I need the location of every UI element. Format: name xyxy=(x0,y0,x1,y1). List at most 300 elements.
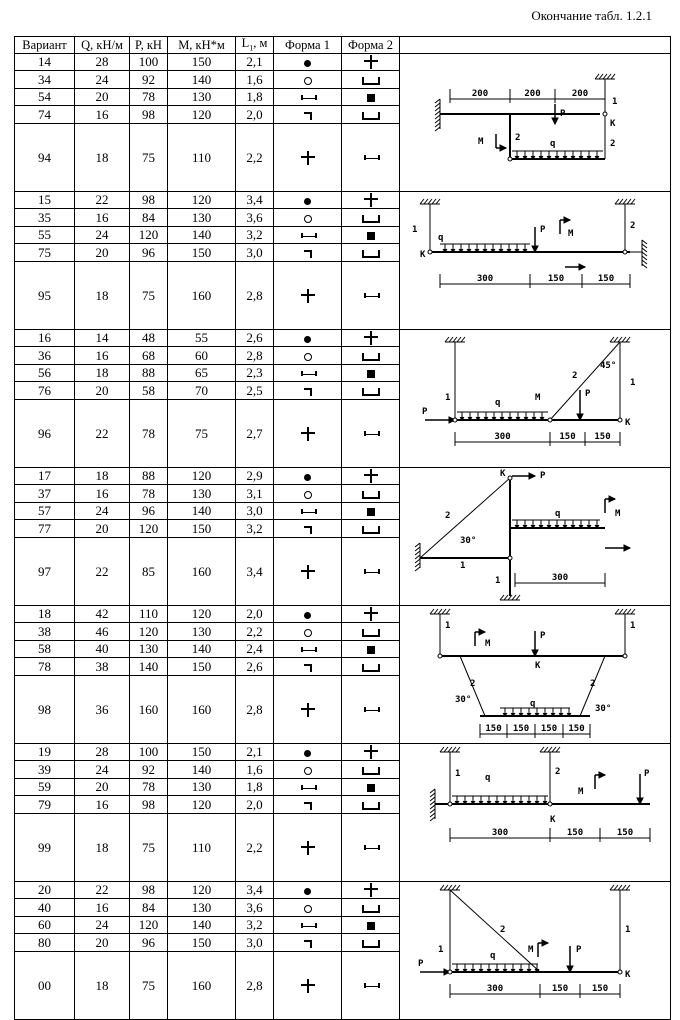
p-cell: 78 xyxy=(130,88,168,106)
form2-cell xyxy=(342,347,400,365)
variant-cell: 14 xyxy=(15,53,75,71)
tee-icon xyxy=(301,841,315,855)
form1-cell xyxy=(274,520,342,538)
l1-cell: 3,6 xyxy=(236,899,274,917)
scheme-figure-6-icon xyxy=(400,744,670,881)
form1-cell xyxy=(274,813,342,881)
variant-cell: 80 xyxy=(15,934,75,952)
form1-cell xyxy=(274,88,342,106)
form1-cell xyxy=(274,658,342,676)
m-cell: 160 xyxy=(168,675,236,743)
form2-cell xyxy=(342,123,400,191)
filled-circle-icon xyxy=(304,336,311,343)
p-cell: 110 xyxy=(130,605,168,623)
tee-icon xyxy=(364,883,378,897)
scheme-figure-3-icon xyxy=(400,330,670,467)
form2-cell xyxy=(342,329,400,347)
l1-cell: 2,1 xyxy=(236,53,274,71)
form2-cell xyxy=(342,605,400,623)
variant-cell: 58 xyxy=(15,640,75,658)
header-variant: Вариант xyxy=(15,37,75,54)
svg-text:45°: 45° xyxy=(600,360,617,371)
scheme-figure-cell xyxy=(400,53,671,191)
q-cell: 22 xyxy=(75,399,130,467)
p-cell: 100 xyxy=(130,53,168,71)
i-beam-icon xyxy=(301,233,315,240)
form1-cell xyxy=(274,951,342,1019)
svg-text:P: P xyxy=(585,388,591,399)
form2-cell xyxy=(342,191,400,209)
m-cell: 140 xyxy=(168,916,236,934)
channel-icon xyxy=(362,905,380,913)
svg-text:P: P xyxy=(540,470,546,481)
variant-cell: 76 xyxy=(15,382,75,400)
p-cell: 98 xyxy=(130,191,168,209)
q-cell: 14 xyxy=(75,329,130,347)
scheme-figure-2-icon xyxy=(400,192,670,329)
svg-text:2: 2 xyxy=(610,138,616,149)
form2-cell xyxy=(342,899,400,917)
m-cell: 130 xyxy=(168,899,236,917)
variant-cell: 36 xyxy=(15,347,75,365)
svg-text:150: 150 xyxy=(566,827,584,838)
form2-cell xyxy=(342,916,400,934)
svg-text:K: K xyxy=(625,969,631,980)
q-cell: 24 xyxy=(75,502,130,520)
q-cell: 28 xyxy=(75,53,130,71)
svg-text:K: K xyxy=(625,417,631,428)
p-cell: 88 xyxy=(130,467,168,485)
p-cell: 96 xyxy=(130,244,168,262)
m-cell: 130 xyxy=(168,623,236,641)
tee-icon xyxy=(301,565,315,579)
channel-icon xyxy=(362,112,380,120)
form2-cell xyxy=(342,106,400,124)
l1-cell: 2,5 xyxy=(236,382,274,400)
svg-text:150: 150 xyxy=(616,827,634,838)
l1-cell: 2,8 xyxy=(236,347,274,365)
svg-text:2: 2 xyxy=(555,766,561,777)
form1-cell xyxy=(274,364,342,382)
q-cell: 18 xyxy=(75,813,130,881)
variant-cell: 19 xyxy=(15,743,75,761)
svg-text:2: 2 xyxy=(590,678,596,689)
variant-cell: 99 xyxy=(15,813,75,881)
q-cell: 46 xyxy=(75,623,130,641)
svg-text:M: M xyxy=(568,228,574,239)
svg-text:2: 2 xyxy=(445,510,451,521)
p-cell: 48 xyxy=(130,329,168,347)
svg-text:P: P xyxy=(540,224,546,235)
svg-text:K: K xyxy=(610,118,616,129)
l1-cell: 3,0 xyxy=(236,244,274,262)
tee-icon xyxy=(301,289,315,303)
svg-text:300: 300 xyxy=(486,983,504,994)
variant-cell: 75 xyxy=(15,244,75,262)
variant-cell: 16 xyxy=(15,329,75,347)
q-cell: 18 xyxy=(75,467,130,485)
svg-text:1: 1 xyxy=(625,924,631,935)
m-cell: 130 xyxy=(168,485,236,503)
p-cell: 68 xyxy=(130,347,168,365)
filled-square-icon xyxy=(367,370,375,378)
q-cell: 22 xyxy=(75,881,130,899)
svg-text:q: q xyxy=(530,698,536,709)
form1-cell xyxy=(274,761,342,779)
q-cell: 16 xyxy=(75,347,130,365)
svg-text:1: 1 xyxy=(455,768,461,779)
m-cell: 65 xyxy=(168,364,236,382)
tee-icon xyxy=(364,331,378,345)
q-cell: 24 xyxy=(75,916,130,934)
q-cell: 22 xyxy=(75,191,130,209)
i-beam-icon xyxy=(364,983,378,990)
angle-icon xyxy=(304,664,312,672)
variant-cell: 98 xyxy=(15,675,75,743)
form1-cell xyxy=(274,123,342,191)
p-cell: 75 xyxy=(130,813,168,881)
m-cell: 150 xyxy=(168,934,236,952)
variant-cell: 77 xyxy=(15,520,75,538)
angle-icon xyxy=(304,112,312,120)
angle-icon xyxy=(304,388,312,396)
svg-text:150: 150 xyxy=(591,983,609,994)
m-cell: 130 xyxy=(168,88,236,106)
svg-text:2: 2 xyxy=(515,132,521,143)
form2-cell xyxy=(342,71,400,89)
angle-icon xyxy=(304,940,312,948)
m-cell: 140 xyxy=(168,640,236,658)
svg-text:150: 150 xyxy=(568,723,585,734)
q-cell: 24 xyxy=(75,761,130,779)
p-cell: 92 xyxy=(130,71,168,89)
q-cell: 20 xyxy=(75,934,130,952)
form1-cell xyxy=(274,399,342,467)
form1-cell xyxy=(274,796,342,814)
tee-icon xyxy=(301,151,315,165)
svg-text:M: M xyxy=(535,392,541,403)
channel-icon xyxy=(362,802,380,810)
q-cell: 24 xyxy=(75,226,130,244)
form2-cell xyxy=(342,520,400,538)
svg-text:200: 200 xyxy=(471,88,489,99)
channel-icon xyxy=(362,940,380,948)
table-caption: Окончание табл. 1.2.1 xyxy=(531,8,652,23)
form2-cell xyxy=(342,951,400,1019)
form1-cell xyxy=(274,53,342,71)
q-cell: 28 xyxy=(75,743,130,761)
q-cell: 18 xyxy=(75,951,130,1019)
tee-icon xyxy=(301,979,315,993)
form2-cell xyxy=(342,485,400,503)
svg-text:P: P xyxy=(418,958,424,969)
l1-cell: 2,0 xyxy=(236,605,274,623)
variant-cell: 20 xyxy=(15,881,75,899)
tee-icon xyxy=(301,427,315,441)
scheme-figure-cell xyxy=(400,605,671,743)
form2-cell xyxy=(342,399,400,467)
l1-cell: 2,9 xyxy=(236,467,274,485)
filled-square-icon xyxy=(367,646,375,654)
variant-cell: 15 xyxy=(15,191,75,209)
form1-cell xyxy=(274,502,342,520)
form2-cell xyxy=(342,537,400,605)
p-cell: 75 xyxy=(130,123,168,191)
filled-square-icon xyxy=(367,232,375,240)
form2-cell xyxy=(342,502,400,520)
p-cell: 100 xyxy=(130,743,168,761)
form1-cell xyxy=(274,347,342,365)
svg-text:1: 1 xyxy=(495,575,501,586)
i-beam-icon xyxy=(364,845,378,852)
form2-cell xyxy=(342,796,400,814)
svg-text:P: P xyxy=(644,768,650,779)
svg-text:q: q xyxy=(550,138,556,149)
svg-text:K: K xyxy=(500,468,506,479)
channel-icon xyxy=(362,215,380,223)
q-cell: 22 xyxy=(75,537,130,605)
l1-cell: 3,4 xyxy=(236,191,274,209)
tee-icon xyxy=(301,703,315,717)
l1-cell: 3,1 xyxy=(236,485,274,503)
p-cell: 78 xyxy=(130,399,168,467)
header-form2: Форма 2 xyxy=(342,37,400,54)
l1-cell: 3,4 xyxy=(236,881,274,899)
m-cell: 160 xyxy=(168,951,236,1019)
scheme-figure-1-icon xyxy=(400,54,670,191)
p-cell: 120 xyxy=(130,623,168,641)
l1-cell: 3,2 xyxy=(236,226,274,244)
header-form1: Форма 1 xyxy=(274,37,342,54)
form2-cell xyxy=(342,743,400,761)
open-circle-icon xyxy=(304,77,312,85)
tee-icon xyxy=(364,55,378,69)
i-beam-icon xyxy=(301,371,315,378)
i-beam-icon xyxy=(301,923,315,930)
variant-cell: 00 xyxy=(15,951,75,1019)
l1-cell: 2,8 xyxy=(236,261,274,329)
m-cell: 60 xyxy=(168,347,236,365)
svg-text:K: K xyxy=(535,660,541,671)
open-circle-icon xyxy=(304,491,312,499)
variant-cell: 95 xyxy=(15,261,75,329)
svg-text:M: M xyxy=(615,508,621,519)
variant-cell: 55 xyxy=(15,226,75,244)
open-circle-icon xyxy=(304,353,312,361)
p-cell: 78 xyxy=(130,485,168,503)
form1-cell xyxy=(274,743,342,761)
scheme-figure-4-icon xyxy=(400,468,670,605)
filled-square-icon xyxy=(367,784,375,792)
svg-text:2: 2 xyxy=(630,220,636,231)
l1-cell: 3,0 xyxy=(236,934,274,952)
channel-icon xyxy=(362,664,380,672)
p-cell: 75 xyxy=(130,261,168,329)
p-cell: 160 xyxy=(130,675,168,743)
form1-cell xyxy=(274,226,342,244)
form2-cell xyxy=(342,778,400,796)
scheme-figure-cell xyxy=(400,743,671,881)
table-row xyxy=(15,329,671,347)
variant-cell: 18 xyxy=(15,605,75,623)
l1-cell: 2,8 xyxy=(236,951,274,1019)
i-beam-icon xyxy=(301,509,315,516)
l1-cell: 2,6 xyxy=(236,329,274,347)
m-cell: 130 xyxy=(168,209,236,227)
svg-text:M: M xyxy=(528,944,534,955)
q-cell: 16 xyxy=(75,796,130,814)
form1-cell xyxy=(274,537,342,605)
svg-text:300: 300 xyxy=(494,431,511,442)
open-circle-icon xyxy=(304,767,312,775)
m-cell: 130 xyxy=(168,778,236,796)
i-beam-icon xyxy=(301,785,315,792)
scheme-figure-cell xyxy=(400,881,671,1019)
p-cell: 85 xyxy=(130,537,168,605)
filled-circle-icon xyxy=(304,60,311,67)
svg-text:K: K xyxy=(550,814,556,825)
filled-circle-icon xyxy=(304,888,311,895)
form1-cell xyxy=(274,106,342,124)
p-cell: 130 xyxy=(130,640,168,658)
form2-cell xyxy=(342,244,400,262)
svg-text:q: q xyxy=(555,508,561,519)
p-cell: 120 xyxy=(130,916,168,934)
l1-cell: 2,2 xyxy=(236,813,274,881)
l1-cell: 3,6 xyxy=(236,209,274,227)
q-cell: 18 xyxy=(75,364,130,382)
i-beam-icon xyxy=(301,647,315,654)
svg-text:150: 150 xyxy=(597,273,615,284)
svg-text:P: P xyxy=(560,108,566,119)
svg-text:150: 150 xyxy=(547,273,565,284)
header-p: P, кН xyxy=(130,37,168,54)
svg-text:150: 150 xyxy=(594,431,611,442)
i-beam-icon xyxy=(364,431,378,438)
form2-cell xyxy=(342,364,400,382)
tee-icon xyxy=(364,607,378,621)
filled-square-icon xyxy=(367,94,375,102)
form1-cell xyxy=(274,881,342,899)
q-cell: 36 xyxy=(75,675,130,743)
filled-circle-icon xyxy=(304,750,311,757)
q-cell: 16 xyxy=(75,209,130,227)
variant-cell: 56 xyxy=(15,364,75,382)
m-cell: 70 xyxy=(168,382,236,400)
filled-circle-icon xyxy=(304,198,311,205)
form1-cell xyxy=(274,778,342,796)
p-cell: 84 xyxy=(130,209,168,227)
variants-table xyxy=(14,36,671,1020)
channel-icon xyxy=(362,491,380,499)
q-cell: 38 xyxy=(75,658,130,676)
table-header-row xyxy=(15,37,671,54)
svg-text:1: 1 xyxy=(630,620,636,631)
variant-cell: 57 xyxy=(15,502,75,520)
svg-text:200: 200 xyxy=(524,88,541,99)
svg-text:q: q xyxy=(495,397,501,408)
svg-text:1: 1 xyxy=(630,377,636,388)
variant-cell: 59 xyxy=(15,778,75,796)
svg-text:2: 2 xyxy=(572,370,578,381)
q-cell: 16 xyxy=(75,485,130,503)
m-cell: 120 xyxy=(168,467,236,485)
header-q: Q, кН/м xyxy=(75,37,130,54)
q-cell: 20 xyxy=(75,778,130,796)
form1-cell xyxy=(274,261,342,329)
q-cell: 40 xyxy=(75,640,130,658)
m-cell: 140 xyxy=(168,71,236,89)
form2-cell xyxy=(342,88,400,106)
m-cell: 75 xyxy=(168,399,236,467)
svg-text:P: P xyxy=(540,630,546,641)
svg-text:300: 300 xyxy=(551,572,569,583)
form2-cell xyxy=(342,934,400,952)
form2-cell xyxy=(342,881,400,899)
form2-cell xyxy=(342,623,400,641)
svg-text:K: K xyxy=(420,249,426,260)
form1-cell xyxy=(274,623,342,641)
l1-cell: 2,2 xyxy=(236,623,274,641)
p-cell: 84 xyxy=(130,899,168,917)
channel-icon xyxy=(362,526,380,534)
variant-cell: 74 xyxy=(15,106,75,124)
m-cell: 140 xyxy=(168,226,236,244)
l1-cell: 2,8 xyxy=(236,675,274,743)
p-cell: 120 xyxy=(130,520,168,538)
variant-cell: 94 xyxy=(15,123,75,191)
q-cell: 20 xyxy=(75,382,130,400)
l1-cell: 2,7 xyxy=(236,399,274,467)
l1-cell: 1,6 xyxy=(236,761,274,779)
svg-text:M: M xyxy=(578,786,584,797)
form1-cell xyxy=(274,209,342,227)
header-m: M, кН*м xyxy=(168,37,236,54)
variant-cell: 34 xyxy=(15,71,75,89)
svg-text:150: 150 xyxy=(485,723,502,734)
q-cell: 20 xyxy=(75,244,130,262)
p-cell: 98 xyxy=(130,106,168,124)
svg-text:M: M xyxy=(485,638,491,649)
channel-icon xyxy=(362,767,380,775)
form2-cell xyxy=(342,382,400,400)
svg-text:150: 150 xyxy=(512,723,530,734)
p-cell: 88 xyxy=(130,364,168,382)
q-cell: 16 xyxy=(75,899,130,917)
svg-text:1: 1 xyxy=(445,392,451,403)
p-cell: 140 xyxy=(130,658,168,676)
svg-text:30°: 30° xyxy=(595,703,612,714)
form2-cell xyxy=(342,261,400,329)
tee-icon xyxy=(364,193,378,207)
table-row xyxy=(15,605,671,623)
svg-text:q: q xyxy=(485,772,491,783)
variant-cell: 37 xyxy=(15,485,75,503)
svg-text:300: 300 xyxy=(491,827,509,838)
filled-circle-icon xyxy=(304,612,311,619)
form2-cell xyxy=(342,761,400,779)
p-cell: 58 xyxy=(130,382,168,400)
svg-text:150: 150 xyxy=(559,431,576,442)
variant-cell: 40 xyxy=(15,899,75,917)
l1-cell: 1,8 xyxy=(236,88,274,106)
l1-cell: 2,4 xyxy=(236,640,274,658)
l1-cell: 3,4 xyxy=(236,537,274,605)
form1-cell xyxy=(274,329,342,347)
svg-text:150: 150 xyxy=(540,723,558,734)
p-cell: 96 xyxy=(130,934,168,952)
q-cell: 20 xyxy=(75,520,130,538)
